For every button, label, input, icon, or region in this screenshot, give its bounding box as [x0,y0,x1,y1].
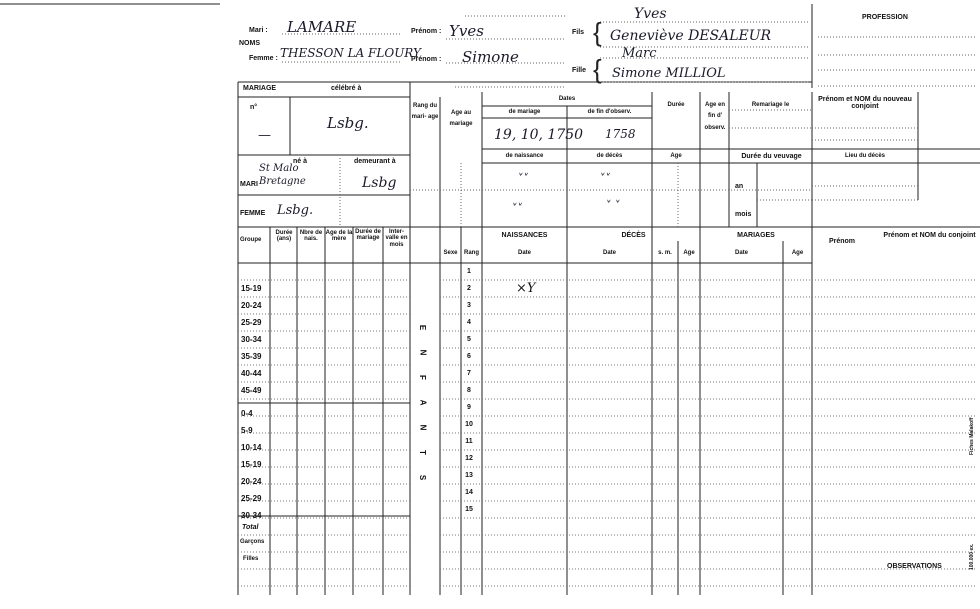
dates-label: Dates [558,96,576,102]
rang-15: 15 [465,506,473,513]
deces-date-col-label: Date [602,250,616,256]
nbre-nais-label: Nbre de nais. [299,230,323,243]
fin-observ: 1758 [605,127,636,141]
intervalle-label: Inter- valle en mois [385,229,408,248]
naissance-label: de naissance [505,153,544,159]
age-group-b-1: 5-9 [241,426,253,435]
femme-deces: ˅ ˅ [606,199,621,212]
observations-label: OBSERVATIONS [887,563,942,570]
age-group-b-6: 30-34 [241,511,262,520]
femme-prenom: Simone [462,48,519,66]
rang-label: Rang [464,250,479,256]
mari-demeurant: Lsbg [362,175,397,191]
naissance-rang-2: ×Y [516,281,536,296]
femme-ne-a: Lsbg. [277,203,314,218]
age-group-b-0: 0-4 [241,409,253,418]
femme-nom: THESSON LA FLOURY [280,46,421,60]
enfants-letter-3: A [418,399,428,406]
lieu-mariage: Lsbg. [327,114,369,132]
age-fin-observ-label: Age en fin d' observ. [704,102,726,131]
rang-14: 14 [465,489,473,496]
side-text-count: 100.000 ex. [969,543,975,570]
prenom-label: Prénom [828,238,856,245]
remariage-label: Remariage le [751,102,790,108]
age-group-a-4: 35-39 [241,352,262,361]
sexe-label: Sexe [443,250,458,256]
enfants-letter-2: F [417,375,427,380]
mariages-label: MARIAGES [737,232,775,239]
naissances-label: NAISSANCES [501,232,548,239]
fin-observ-label: de fin d'observ. [587,109,632,115]
mariage-date-label: Date [734,250,748,256]
total-label: Total [242,524,259,531]
enfants-letter-5: T [417,450,427,455]
duree-mariage-label: Durée de mariage [355,229,381,242]
mari-nom: LAMARE [287,18,357,36]
enfants-letter-0: E [418,324,428,331]
side-text-count-box [969,520,979,570]
femme-row-label: FEMME [240,210,266,217]
duree-ans-label: Durée (ans) [275,230,293,243]
enfants-letter-6: S [418,474,428,481]
profession-label: PROFESSION [862,14,908,21]
rang-10: 10 [465,421,473,428]
age-group-b-2: 10-14 [241,443,262,452]
side-text-malakoff-box [969,395,979,455]
mari-label: Mari : [249,27,268,34]
mari-deces: ˅˅ [600,172,611,185]
fille-mere: Simone MILLIOL [612,66,726,81]
date-mariage-label: de mariage [508,109,541,115]
fille-brace: { [593,54,602,84]
femme-label: Femme : [249,55,278,62]
age-group-a-5: 40-44 [241,369,262,378]
femme-prenom-label: Prénom : [411,56,442,63]
age-group-b-5: 25-29 [241,494,262,503]
age-mariage-label: Age au mariage [449,110,473,128]
rang-6: 6 [467,353,471,360]
deces-age-label: Age [683,250,695,256]
mari-ne-a: St Malo Bretagne [259,163,306,187]
age-group-a-0: 15-19 [241,284,262,293]
fils-label: Fils [572,29,585,36]
femme-naissance: ˅˅ [512,202,523,215]
conjoint-label: Prénom et NOM du conjoint [883,232,976,239]
age-label: Age [670,153,682,159]
duree-label: Durée [667,102,685,108]
demeurant-label: demeurant à [354,158,396,165]
rang-13: 13 [465,472,473,479]
sm-label: s. m. [658,250,672,256]
no-label: n° [250,104,258,111]
fille-prenom: Marc [622,46,657,61]
age-group-a-1: 20-24 [241,301,262,310]
an-label: an [735,183,744,190]
ne-a-label: né à [293,158,308,165]
age-group-b-4: 20-24 [241,477,262,486]
naissance-date-label: Date [517,250,531,256]
mariage-age-label: Age [791,250,804,256]
fils-mere: Geneviève DESALEUR [610,28,772,44]
enfants-letter-1: N [418,349,428,356]
rang-1: 1 [467,268,471,275]
mari-prenom: Yves [449,22,484,40]
celebre-label: célébré à [331,85,362,92]
rang-9: 9 [467,404,471,411]
rang-5: 5 [467,336,471,343]
age-mere-label: Age de la mère [325,230,353,243]
mois-label: mois [735,211,752,218]
lieu-deces-label: Lieu du décès [844,153,885,159]
age-group-a-3: 30-34 [241,335,262,344]
deces-header-label: DÉCÈS [621,232,646,239]
mari-prenom-label: Prénom : [411,28,442,35]
fille-label: Fille [572,67,587,74]
side-text-malakoff: Fiches Malakoff [969,417,975,455]
rang-2: 2 [467,285,471,292]
enfants-letter-4: N [418,424,428,431]
rang-mariage-label: Rang du mari- age [411,103,439,121]
groupe-label: Groupe [240,237,262,243]
age-group-b-3: 15-19 [241,460,262,469]
duree-veuvage-label: Durée du veuvage [741,153,802,160]
rang-12: 12 [465,455,473,462]
rang-7: 7 [467,370,471,377]
mariage-label: MARIAGE [243,85,277,92]
date-mariage: 19, 10, 1750 [494,127,584,143]
fils-brace: { [593,17,602,47]
rang-4: 4 [467,319,471,326]
age-group-a-2: 25-29 [241,318,262,327]
rang-11: 11 [465,438,473,445]
mariage-no: — [258,128,271,143]
nouveau-conjoint-label: Prénom et NOM du nouveau conjoint [818,96,912,111]
filles-label: Filles [243,556,259,562]
rang-8: 8 [467,387,471,394]
mari-row-label: MARI [240,181,258,188]
mari-naissance: ˅˅ [518,172,529,185]
garcons-label: Garçons [240,539,265,545]
noms-label: NOMS [239,40,260,47]
rang-3: 3 [467,302,471,309]
fils-prenom: Yves [634,6,667,22]
age-group-a-6: 45-49 [241,386,262,395]
deces-date-label: de décès [596,153,623,159]
